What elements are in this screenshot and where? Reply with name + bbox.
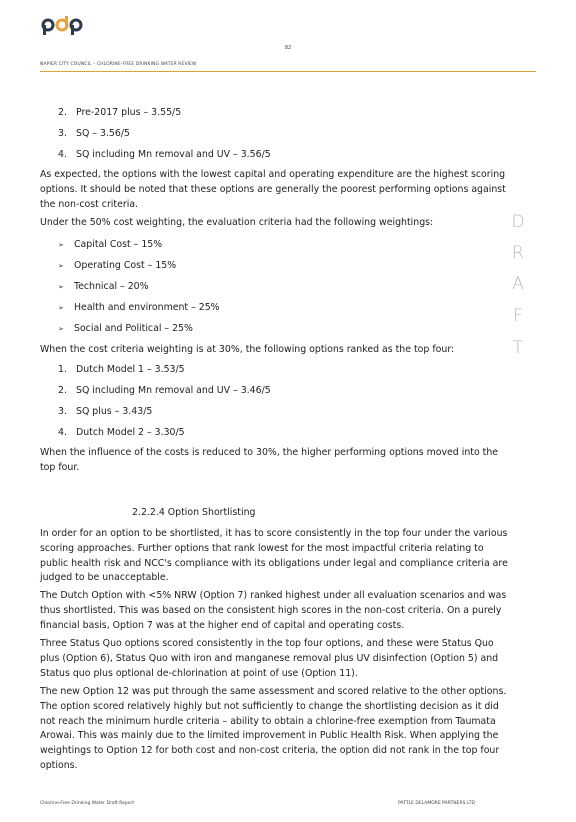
paragraph — [40, 216, 500, 231]
text-line: The Dutch Option with <5% NRW (Option 7) ranked highest under all evaluation scenarios and was — [40, 590, 507, 601]
footer-left: Chlorine-Free Drinking Water Draft Report — [40, 801, 135, 806]
text-line: Arowai. This was mainly due to the limited improvement in Public Health Risk. When applying the — [40, 730, 499, 742]
paragraph — [40, 637, 500, 681]
page-number: 82 — [284, 45, 292, 51]
draft-watermark-letter: A — [512, 274, 524, 294]
draft-watermark-letter: F — [513, 306, 523, 326]
text-line: not reach the minimum hurdle criteria – ability to obtain a chlorine-free exemption from Taumata — [40, 715, 496, 727]
paragraph — [40, 685, 507, 774]
list-text: SQ – 3.56/5 — [76, 128, 130, 139]
list-number: 4. — [58, 149, 67, 160]
list-number: 2. — [58, 107, 67, 118]
arrow-bullet-icon: ➢ — [58, 325, 64, 333]
text-line: In order for an option to be shortlisted, it has to score consistently in the top four under the various — [40, 528, 508, 539]
list-number: 3. — [58, 128, 67, 139]
pdp-logo — [40, 16, 84, 36]
paragraph — [40, 343, 500, 358]
text-line: When the influence of the costs is reduced to 30%, the higher performing options moved into the — [40, 447, 499, 458]
running-header: NAPIER CITY COUNCIL – CHLORINE-FREE DRINKING WATER REVIEW — [40, 62, 197, 67]
arrow-bullet-icon: ➢ — [58, 304, 64, 312]
bullet-text: Operating Cost – 15% — [74, 260, 177, 271]
bullet-text: Technical – 20% — [74, 281, 149, 292]
text-line: weightings to Option 12 for both cost and non-cost criteria, the option did not rank in the top four — [40, 745, 500, 757]
text-line: Three Status Quo options scored consistently in the top four options, and these were Status Quo — [40, 638, 494, 649]
bullet-text: Social and Political – 25% — [74, 323, 193, 334]
paragraph — [40, 168, 506, 212]
list-text: SQ including Mn removal and UV – 3.46/5 — [76, 385, 271, 396]
list-number: 3. — [58, 406, 67, 417]
draft-watermark-letter: T — [512, 338, 524, 358]
text-line: thus shortlisted. This was based on the consistent high scores in the non-cost criteria. On a purely — [40, 604, 502, 616]
list-text: Dutch Model 1 – 3.53/5 — [76, 364, 185, 375]
draft-watermark-letter: R — [512, 243, 524, 263]
footer-right: PATTLE DELAMORE PARTNERS LTD — [398, 801, 475, 806]
list-number: 4. — [58, 427, 67, 438]
list-text: Pre-2017 plus – 3.55/5 — [76, 107, 182, 118]
list-text: Dutch Model 2 – 3.30/5 — [76, 427, 185, 438]
text-line: As expected, the options with the lowest capital and operating expenditure are the highest scoring — [40, 169, 506, 180]
arrow-bullet-icon: ➢ — [58, 241, 64, 249]
bullet-text: Health and environment – 25% — [74, 302, 220, 313]
list-number: 1. — [58, 364, 67, 375]
text-line: the non-cost criteria. — [40, 198, 139, 210]
list-text: SQ plus – 3.43/5 — [76, 406, 153, 417]
paragraph — [40, 589, 507, 633]
section-heading: 2.2.2.4 Option Shortlisting — [132, 507, 256, 518]
bullet-text: Capital Cost – 15% — [74, 239, 163, 250]
header-rule — [40, 71, 536, 72]
paragraph — [40, 446, 500, 476]
text-line: When the cost criteria weighting is at 30%, the following options ranked as the top four: — [40, 344, 455, 355]
text-line: judged to be unacceptable. — [40, 572, 169, 584]
text-line: The option scored relatively highly but not sufficiently to change the shortlisting decision as it did — [40, 700, 499, 712]
text-line: top four. — [40, 461, 80, 473]
draft-watermark-letter: D — [511, 212, 525, 232]
list-text: SQ including Mn removal and UV – 3.56/5 — [76, 149, 271, 160]
text-line: Under the 50% cost weighting, the evaluation criteria had the following weightings: — [40, 217, 434, 228]
text-line: The new Option 12 was put through the same assessment and scored relative to the other options. — [40, 686, 507, 697]
arrow-bullet-icon: ➢ — [58, 262, 64, 270]
paragraph — [40, 527, 508, 586]
list-number: 2. — [58, 385, 67, 396]
text-line: scoring approaches. Further options that rank lowest for the most impactful criteria relating to — [40, 542, 484, 554]
text-line: plus (Option 6), Status Quo with iron and manganese removal plus UV disinfection (Option 5) and — [40, 652, 499, 664]
text-line: financial basis, Option 7 was at the higher end of capital and operating costs. — [40, 619, 405, 631]
text-line: options. — [40, 759, 78, 771]
text-line: options. It should be noted that these options are generally the poorest performing options against — [40, 183, 506, 195]
text-line: Status quo plus optional de-chlorination at point of use (Option 11). — [40, 667, 358, 679]
arrow-bullet-icon: ➢ — [58, 283, 64, 291]
text-line: public health risk and NCC's compliance with its obligations under legal and compliance criteria are — [40, 557, 508, 569]
